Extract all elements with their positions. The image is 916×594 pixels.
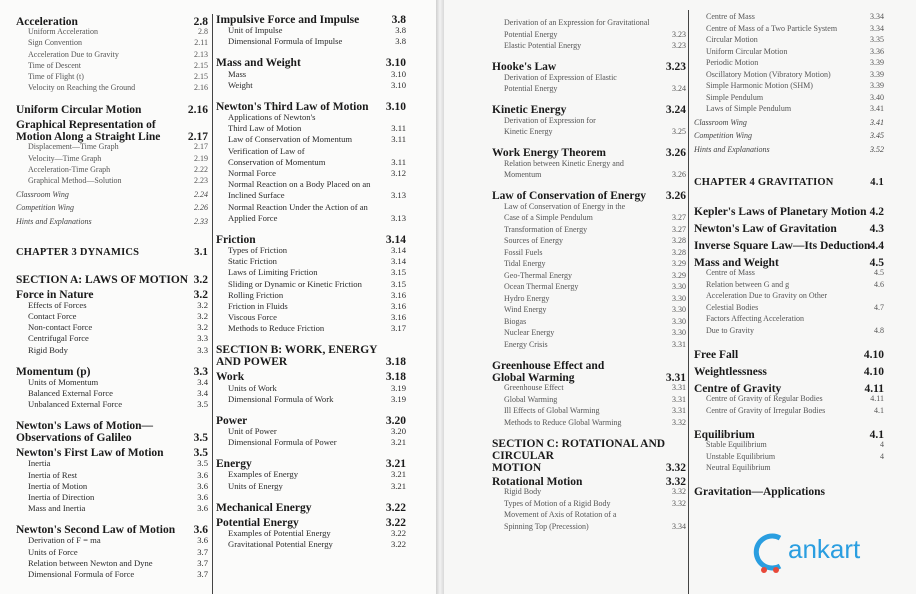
toc-entry-title: SECTION B: WORK, ENERGY [216,344,378,357]
toc-entry-page: 3.13 [390,212,406,223]
toc-entry-page: 3.10 [390,68,406,79]
toc-entry-title: MOTION [492,461,542,474]
toc-entry-page: 2.24 [194,189,208,199]
toc-entry-page: 3.39 [870,58,884,67]
toc-entry-page: 3.22 [390,539,406,549]
toc-entry-title: Dimensional Formula of Power [228,437,337,448]
toc-entry-page: 3.32 [665,461,686,474]
toc-entry-page: 3.7 [197,557,208,568]
toc-entry-title: Contact Force [28,310,77,321]
toc-entry-page: 3.2 [197,299,208,310]
toc-entry-page: 3.19 [390,382,406,393]
toc-entry-page: 3.30 [672,293,686,303]
toc-entry-page: 3.6 [197,469,208,480]
toc-entry-page: 2.8 [198,27,208,37]
toc-entry-page: 3.6 [197,491,208,502]
watermark-logo [750,530,916,578]
toc-entry-page: 2.16 [194,83,208,93]
toc-entry-page: 3.22 [390,527,406,538]
toc-entry-title: Normal Force [228,168,276,178]
toc-entry-page: 3.5 [193,447,208,460]
toc-entry-title: Fossil Fuels [504,247,543,257]
toc-entry-page: 3.24 [672,84,686,93]
toc-entry-title: Uniform Acceleration [28,27,98,37]
toc-entry-page: 3.12 [390,168,406,178]
toc-entry-title: Weightlessness [694,365,767,378]
toc-entry-title: Greenhouse Effect and [492,359,605,372]
toc-entry-title: Static Friction [228,256,277,267]
toc-entry-title: Geo-Thermal Energy [504,270,573,280]
toc-entry-title: Applied Force [228,212,278,223]
toc-entry-title: Graphical Method—Solution [28,176,122,185]
toc-entry-page: 2.15 [194,60,208,70]
toc-entry-title: Mass and Inertia [28,503,86,514]
toc-entry-page: 3.3 [193,365,208,378]
toc-entry-title: Methods to Reduce Global Warming [504,417,622,427]
toc-entry-title: Unit of Power [228,426,277,436]
toc-entry-page: 2.26 [194,203,208,212]
toc-entry-page: 2.11 [194,38,208,48]
toc-entry-title: Unit of Impulse [228,25,283,36]
toc-entry-title: Mass [228,68,247,79]
toc-entry-title: Elastic Potential Energy [504,41,582,50]
toc-entry-title: Units of Work [228,382,277,393]
toc-entry-title: Law of Conservation of Energy in the [504,201,626,211]
toc-entry-title: Celestial Bodies [706,302,759,312]
toc-entry-title: Tidal Energy [504,259,546,268]
toc-entry-title: SECTION C: ROTATIONAL AND [492,437,666,450]
toc-entry-page: 3.31 [665,371,686,384]
toc-entry-page: 3.26 [672,170,686,179]
toc-entry-title: Sources of Energy [504,236,563,245]
toc-entry-title: Greenhouse Effect [504,383,564,392]
toc-entry-page: 3.6 [197,480,208,491]
toc-entry-title: Inclined Surface [228,190,285,201]
toc-entry-page: 2.17 [194,142,208,152]
toc-entry-page: 3.8 [395,36,406,47]
toc-entry-title: Sliding or Dynamic or Kinetic Friction [228,278,362,289]
toc-entry-page: 3.27 [672,224,686,234]
toc-entry-title: Momentum [504,170,542,179]
toc-entry-page: 2.17 [187,131,208,144]
toc-entry-title: Equilibrium [694,428,755,441]
toc-entry-title: Inertia of Motion [28,480,88,491]
toc-entry-title: Newton's Third Law of Motion [216,100,369,113]
toc-entry-title: Centre of Mass of a Two Particle System [706,23,838,33]
toc-entry-title: CIRCULAR [492,449,554,462]
toc-entry-title: Derivation of F = ma [28,535,101,546]
toc-entry-title: Newton's Law of Gravitation [694,222,837,235]
toc-entry-title: Periodic Motion [706,58,759,67]
column-divider [688,10,689,594]
toc-entry-title: Normal Reaction on a Body Placed on an [228,179,371,190]
toc-entry-title: Newton's Second Law of Motion [16,524,176,537]
toc-entry-title: Energy [216,458,252,471]
toc-entry-page: 3.35 [870,35,884,44]
toc-entry-title: Rigid Body [504,487,542,496]
toc-entry-title: Acceleration Due to Gravity [28,49,119,59]
toc-entry-page: 2.8 [193,16,208,28]
toc-entry-title: Simple Pendulum [706,92,764,102]
toc-entry-title: Friction in Fluids [228,301,288,311]
toc-entry-page: 4.1 [870,176,884,188]
toc-entry-title: Law of Conservation of Energy [492,190,646,202]
toc-entry-title: Types of Friction [228,245,288,255]
toc-entry-title: Momentum (p) [16,365,91,378]
toc-entry-page: 3.3 [197,344,208,355]
toc-entry-title: Classroom Wing [694,117,747,127]
toc-entry-title: Displacement—Time Graph [28,142,119,152]
toc-entry-page: 3.25 [672,127,686,136]
toc-entry-title: AND POWER [216,356,288,369]
toc-entry-page: 3.15 [390,278,406,289]
toc-entry-title: Centre of Mass [706,268,755,277]
toc-entry-page: 3.45 [870,131,884,140]
toc-entry-title: Applications of Newton's [228,112,316,122]
toc-entry-title: Newton's First Law of Motion [16,447,164,460]
toc-entry-title: Velocity—Time Graph [28,153,102,163]
toc-entry-page: 3.34 [870,12,884,21]
toc-entry-title: Dimensional Formula of Work [228,393,334,404]
toc-entry-title: Unbalanced External Force [28,399,123,410]
toc-entry-page: 3.11 [391,123,406,134]
toc-entry-page: 4.7 [874,302,884,312]
toc-entry-page: 3.6 [197,535,208,546]
toc-entry-page: 3.30 [672,328,686,337]
toc-entry-title: Centre of Gravity of Regular Bodies [706,394,823,403]
toc-entry-page: 4 [880,451,884,461]
toc-entry-title: Law of Conservation of Momentum [228,134,353,145]
toc-entry-page: 3.21 [390,480,406,491]
toc-entry-title: Competition Wing [694,131,752,140]
toc-entry-title: Weight [228,79,253,90]
toc-entry-title: Impulsive Force and Impulse [216,14,360,26]
toc-entry-page: 3.20 [385,414,406,427]
toc-entry-page: 4.6 [874,279,884,289]
toc-entry-page: 3.31 [672,383,686,392]
toc-entry-title: Derivation of Expression of Elastic [504,72,617,82]
toc-entry-page: 3.39 [870,81,884,90]
toc-entry-page: 3.29 [672,259,686,268]
toc-entry-page: 4 [880,440,884,449]
toc-entry-title: Hydro Energy [504,293,550,303]
toc-entry-title: Ocean Thermal Energy [504,282,579,291]
toc-entry-page: 3.5 [197,458,208,469]
toc-entry-page: 3.8 [395,25,406,36]
toc-entry-page: 4.5 [869,256,884,269]
toc-entry-page: 4.5 [874,268,884,277]
toc-entry-page: 3.20 [390,426,406,436]
toc-entry-page: 3.36 [870,46,884,56]
toc-entry-page: 3.3 [197,333,208,344]
toc-entry-page: 3.18 [385,371,406,384]
toc-entry-page: 3.16 [390,289,406,300]
toc-entry-page: 3.14 [385,233,406,246]
toc-entry-title: Units of Force [28,546,78,557]
toc-entry-page: 4.11 [864,382,884,395]
toc-entry-title: Acceleration [16,16,78,28]
toc-entry-title: Mass and Weight [216,57,301,70]
toc-entry-page: 3.2 [193,273,208,286]
toc-entry-title: Mass and Weight [694,256,779,269]
toc-entry-title: Stable Equilibrium [706,440,767,449]
toc-entry-page: 2.13 [194,49,208,59]
toc-entry-page: 4.2 [869,205,884,218]
book-gutter [436,0,444,594]
toc-entry-page: 3.23 [672,29,686,39]
toc-entry-page: 4.11 [870,394,884,403]
toc-entry-title: Global Warming [492,371,575,384]
toc-entry-title: Time of Descent [28,60,82,70]
toc-entry-page: 3.30 [672,282,686,291]
toc-entry-title: Time of Flight (t) [28,72,84,81]
cart-icon [750,530,790,576]
toc-entry-page: 4.3 [869,222,884,235]
toc-entry-page: 3.14 [390,256,406,267]
toc-entry-page: 3.52 [870,144,884,154]
toc-entry-title: Units of Momentum [28,376,99,387]
toc-entry-page: 3.5 [193,432,208,445]
toc-entry-title: Simple Harmonic Motion (SHM) [706,81,813,90]
toc-entry-page: 2.16 [187,104,208,117]
toc-entry-page: 3.31 [672,339,686,349]
toc-entry-title: Rotational Motion [492,475,583,488]
toc-entry-title: Centrifugal Force [28,333,89,344]
toc-entry-page: 3.30 [672,305,686,314]
toc-entry-page: 3.8 [391,14,406,26]
toc-entry-page: 2.23 [194,176,208,185]
toc-entry-title: Uniform Circular Motion [16,104,142,117]
logo-name: ankart [788,534,861,564]
toc-entry-title: Gravitation—Applications [694,486,825,498]
toc-entry-title: Relation between Newton and Dyne [28,557,153,568]
toc-entry-title: Examples of Potential Energy [228,527,331,538]
toc-entry-title: Unstable Equilibrium [706,451,776,461]
toc-entry-title: Wind Energy [504,305,547,314]
toc-entry-title: Methods to Reduce Friction [228,323,325,334]
toc-entry-page: 3.21 [385,458,406,471]
toc-entry-page: 3.28 [672,247,686,257]
toc-entry-title: Verification of Law of [228,145,305,156]
toc-entry-page: 3.32 [665,475,686,488]
toc-entry-title: Velocity on Reaching the Ground [28,83,136,93]
toc-entry-title: Ill Effects of Global Warming [504,406,600,415]
toc-entry-page: 3.18 [385,356,406,369]
toc-entry-title: Hints and Explanations [16,216,92,226]
toc-entry-page: 3.16 [390,312,406,323]
toc-entry-title: Work [216,371,245,384]
toc-entry-page: 4.1 [869,428,884,441]
toc-entry-title: Potential Energy [504,29,558,39]
toc-entry-page: 2.33 [194,216,208,226]
toc-entry-title: Derivation of an Expression for Gravitational [504,18,650,27]
toc-entry-title: Observations of Galileo [16,432,132,445]
toc-entry-title: Inverse Square Law—Its Deduction [694,239,871,252]
toc-entry-page: 3.19 [390,393,406,404]
toc-entry-title: Acceleration Due to Gravity on Other [706,291,828,300]
toc-entry-page: 3.41 [870,117,884,127]
toc-entry-page: 3.11 [391,156,406,167]
toc-entry-title: Graphical Representation of [16,119,156,132]
toc-entry-title: Kinetic Energy [492,104,567,116]
toc-entry-page: 4.4 [869,239,884,252]
toc-entry-title: Types of Motion of a Rigid Body [504,498,611,508]
toc-entry-title: Derivation of Expression for [504,115,596,125]
toc-entry-title: Rigid Body [28,344,68,355]
toc-entry-title: Circular Motion [706,35,758,44]
toc-entry-page: 3.2 [197,310,208,321]
toc-entry-title: Hooke's Law [492,61,557,73]
toc-entry-title: CHAPTER 3 DYNAMICS [16,246,140,258]
toc-entry-title: Effects of Forces [28,299,87,310]
toc-entry-page: 3.24 [665,104,686,116]
toc-entry-page: 3.21 [390,437,406,448]
toc-entry-page: 2.22 [194,164,208,174]
toc-entry-page: 3.34 [672,521,686,531]
toc-entry-title: Conservation of Momentum [228,156,326,167]
toc-entry-page: 3.26 [665,190,686,202]
toc-entry-title: Sign Convention [28,38,83,48]
toc-entry-title: Motion Along a Straight Line [16,131,161,144]
toc-entry-page: 3.26 [665,147,686,159]
toc-entry-title: SECTION A: LAWS OF MOTION [16,273,189,286]
toc-entry-page: 3.4 [197,376,208,387]
toc-entry-page: 3.27 [672,213,686,222]
toc-entry-page: 3.31 [672,406,686,415]
toc-entry-title: Balanced External Force [28,387,113,398]
toc-entry-page: 3.1 [194,246,208,258]
toc-entry-page: 3.21 [390,469,406,480]
toc-entry-page: 3.23 [665,61,686,73]
toc-entry-page: 3.17 [390,323,406,334]
toc-entry-page: 3.15 [390,267,406,278]
toc-entry-title: Third Law of Motion [228,123,302,134]
toc-entry-title: Hints and Explanations [694,144,770,154]
toc-entry-page: 3.40 [870,92,884,102]
toc-entry-title: Biogas [504,316,527,326]
toc-entry-title: Units of Energy [228,480,283,491]
toc-entry-title: Due to Gravity [706,325,754,335]
toc-entry-page: 3.39 [870,69,884,79]
toc-entry-page: 3.11 [391,134,406,145]
toc-entry-page: 3.5 [197,399,208,410]
toc-entry-page: 3.32 [672,498,686,508]
toc-entry-page: 3.10 [390,79,406,90]
toc-entry-title: Laws of Limiting Friction [228,267,318,278]
toc-entry-title: Relation between G and g [706,279,790,289]
toc-entry-title: Nuclear Energy [504,328,555,337]
toc-entry-title: Movement of Axis of Rotation of a [504,510,617,519]
toc-entry-page: 3.32 [672,487,686,496]
toc-entry-title: Uniform Circular Motion [706,46,788,56]
toc-entry-page: 3.23 [672,41,686,50]
toc-entry-title: Force in Nature [16,288,94,301]
toc-entry-title: Acceleration-Time Graph [28,164,111,174]
toc-entry-title: Energy Crisis [504,339,548,349]
toc-entry-title: Factors Affecting Acceleration [706,314,805,323]
toc-entry-title: Viscous Force [228,312,277,323]
toc-entry-page: 3.32 [672,417,686,427]
toc-entry-page: 3.30 [672,316,686,326]
toc-entry-title: Potential Energy [216,516,299,529]
toc-entry-page: 3.13 [390,190,406,201]
toc-entry-title: Spinning Top (Precession) [504,521,589,531]
toc-entry-page: 3.16 [390,301,406,311]
toc-entry-title: Rolling Friction [228,289,284,300]
toc-entry-page: 4.1 [874,405,884,415]
toc-entry-page: 3.29 [672,270,686,280]
toc-entry-title: Transformation of Energy [504,224,588,234]
toc-entry-title: Inertia of Rest [28,469,78,480]
toc-entry-title: Centre of Gravity [694,382,782,395]
toc-entry-title: Examples of Energy [228,469,299,480]
toc-entry-title: Relation between Kinetic Energy and [504,158,624,168]
toc-entry-title: Free Fall [694,348,739,361]
toc-entry-page: 4.10 [863,348,884,361]
toc-entry-title: Global Warming [504,394,558,404]
toc-entry-page: 3.34 [870,23,884,33]
toc-entry-title: CHAPTER 4 GRAVITATION [694,176,834,188]
toc-entry-title: Gravitational Potential Energy [228,539,333,549]
toc-entry-title: Kinetic Energy [504,127,553,136]
toc-entry-title: Mechanical Energy [216,501,312,514]
toc-entry-title: Normal Reaction Under the Action of an [228,201,368,212]
toc-entry-title: Case of a Simple Pendulum [504,213,593,222]
toc-entry-title: Dimensional Formula of Force [28,568,135,579]
column-divider [212,14,213,594]
toc-entry-page: 4.10 [863,365,884,378]
toc-entry-page: 3.7 [197,568,208,579]
toc-entry-title: Competition Wing [16,203,74,212]
toc-entry-page: 3.6 [197,503,208,514]
toc-entry-title: Kepler's Laws of Planetary Motion [694,205,867,218]
toc-entry-page: 3.4 [197,387,208,398]
toc-entry-page: 3.28 [672,236,686,245]
toc-entry-page: 2.15 [194,72,208,81]
toc-entry-title: Potential Energy [504,84,558,93]
toc-entry-title: Work Energy Theorem [492,147,606,159]
toc-entry-page: 3.41 [870,104,884,113]
toc-entry-page: 3.22 [385,516,406,529]
toc-entry-title: Oscillatory Motion (Vibratory Motion) [706,69,831,79]
toc-entry-title: Centre of Mass [706,12,755,21]
toc-entry-page: 2.19 [194,153,208,163]
toc-entry-title: Non-contact Force [28,322,93,333]
toc-entry-title: Centre of Gravity of Irregular Bodies [706,405,826,415]
toc-entry-page: 3.6 [193,524,208,537]
toc-entry-page: 4.8 [874,325,884,335]
toc-entry-title: Laws of Simple Pendulum [706,104,792,113]
toc-entry-page: 3.10 [385,100,406,113]
toc-entry-title: Dimensional Formula of Impulse [228,36,343,47]
toc-entry-page: 3.10 [385,57,406,70]
toc-entry-title: Power [216,414,248,427]
toc-entry-title: Inertia of Direction [28,491,95,502]
toc-entry-page: 3.22 [385,501,406,514]
toc-entry-title: Classroom Wing [16,189,69,199]
toc-entry-title: Friction [216,233,256,246]
toc-entry-title: Newton's Laws of Motion— [16,420,154,433]
toc-entry-page: 3.7 [197,546,208,557]
toc-entry-page: 3.2 [193,288,208,301]
toc-entry-page: 3.2 [197,322,208,333]
toc-entry-title: Inertia [28,458,51,469]
toc-entry-page: 3.14 [390,245,406,255]
toc-entry-title: Neutral Equilibrium [706,463,771,472]
toc-entry-page: 3.31 [672,394,686,404]
